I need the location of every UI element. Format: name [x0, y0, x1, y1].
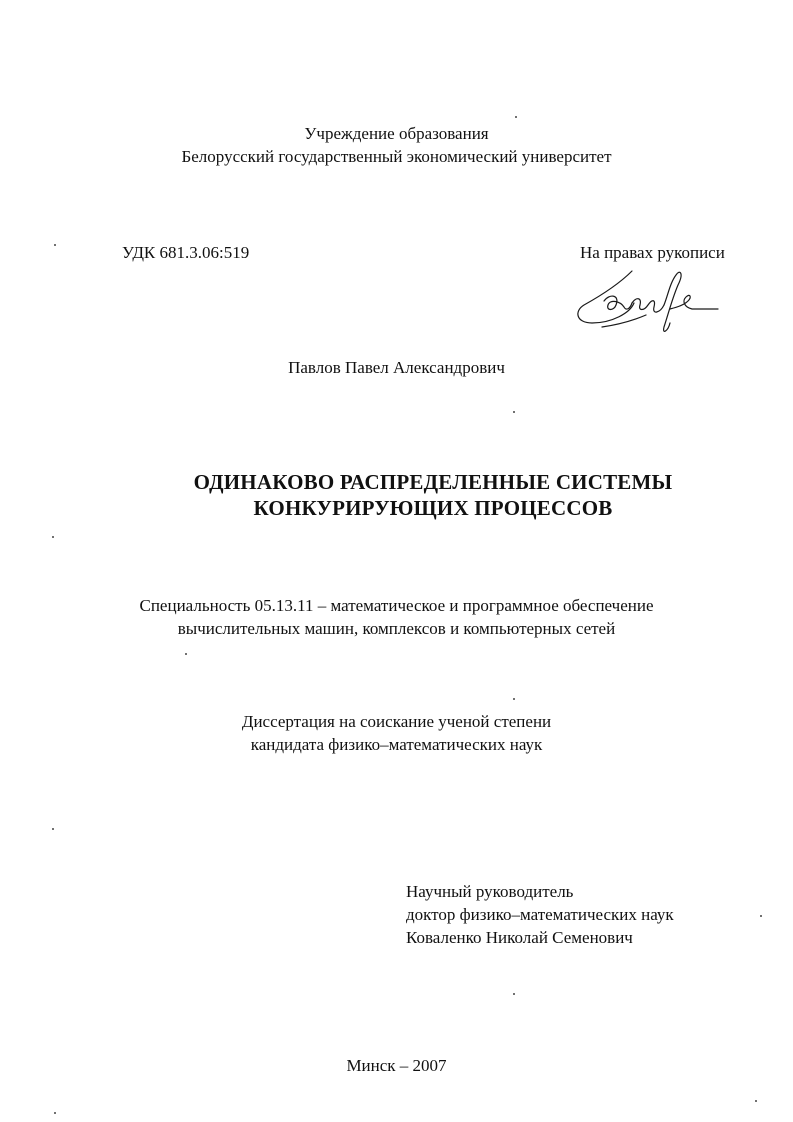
city-year: Минск – 2007 [346, 1056, 447, 1075]
supervisor-role: Научный руководитель [406, 882, 574, 901]
author-name: Павлов Павел Александрович [288, 358, 505, 377]
scan-speck [185, 653, 187, 655]
signature-icon [572, 265, 722, 341]
scan-speck [52, 536, 54, 538]
degree-line-2: кандидата физико–математических наук [250, 735, 543, 754]
scan-speck [760, 915, 762, 917]
scan-speck [755, 1100, 757, 1102]
scan-speck [513, 411, 515, 413]
supervisor-degree: доктор физико–математических наук [406, 905, 674, 924]
thesis-title-line-2: КОНКУРИРУЮЩИХ ПРОЦЕССОВ [253, 496, 613, 520]
thesis-title-line-1: ОДИНАКОВО РАСПРЕДЕЛЕННЫЕ СИСТЕМЫ [193, 470, 673, 494]
institution-type: Учреждение образования [304, 124, 489, 143]
specialty-line-2: вычислительных машин, комплексов и компьютерных сетей [177, 619, 616, 638]
udc-code: УДК 681.3.06:519 [122, 243, 250, 262]
manuscript-rights: На правах рукописи [580, 243, 725, 262]
scan-speck [52, 828, 54, 830]
university-name: Белорусский государственный экономический университет [181, 147, 612, 166]
supervisor-name: Коваленко Николай Семенович [406, 928, 633, 947]
degree-line-1: Диссертация на соискание ученой степени [241, 712, 552, 731]
scan-speck [513, 698, 515, 700]
scan-speck [54, 1112, 56, 1114]
scan-speck [513, 993, 515, 995]
specialty-line-1: Специальность 05.13.11 – математическое и программное обеспечение [139, 596, 654, 615]
scan-speck [515, 116, 517, 118]
scan-speck [54, 244, 56, 246]
